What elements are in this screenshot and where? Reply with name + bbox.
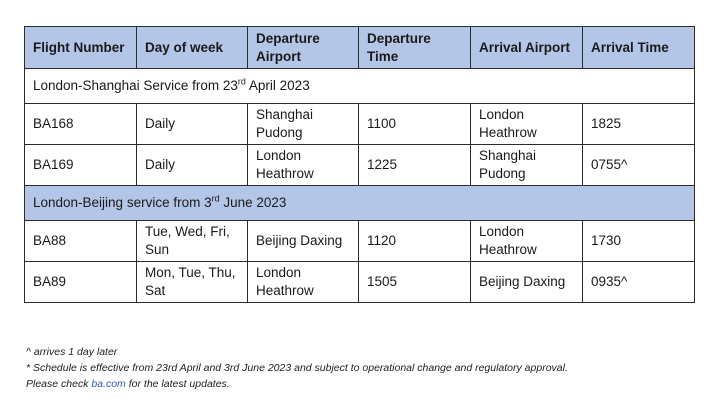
arrival-time-cell: 1825: [583, 104, 695, 145]
table-row: [25, 145, 695, 186]
header-arrival-airport: Arrival Airport: [471, 27, 583, 69]
flight-number-cell: BA88: [25, 221, 137, 262]
flight-number-cell: BA89: [25, 262, 137, 303]
header-departure-airport: Departure Airport: [248, 27, 359, 69]
arrival-footnote: ^ arrives 1 day later: [26, 346, 118, 358]
flight-schedule-table: [24, 26, 695, 303]
departure-airport-cell: Shanghai Pudong: [248, 104, 359, 145]
departure-airport-cell: London Heathrow: [248, 145, 359, 186]
table-row: [25, 262, 695, 303]
updates-prefix: Please check: [26, 378, 92, 390]
arrival-airport-cell: London Heathrow: [471, 221, 583, 262]
ba-com-link[interactable]: ba.com: [91, 378, 126, 390]
header-day-of-week: Day of week: [137, 27, 248, 69]
arrival-time-cell: 0755^: [583, 145, 695, 186]
header-departure-time: Departure Time: [359, 27, 471, 69]
header-flight-number: Flight Number: [25, 27, 137, 69]
header-arrival-time: Arrival Time: [583, 27, 695, 69]
section-row-london-beijing: [25, 186, 695, 221]
arrival-airport-cell: Shanghai Pudong: [471, 145, 583, 186]
schedule-footnote: * Schedule is effective from 23rd April and 3rd June 2023 and subject to operational change and regulatory approval.: [26, 362, 568, 374]
table-row: [25, 104, 695, 145]
footnotes: [26, 344, 706, 392]
table-row: [25, 221, 695, 262]
arrival-airport-cell: Beijing Daxing: [471, 262, 583, 303]
updates-footnote: [26, 376, 706, 392]
day-of-week-cell: Mon, Tue, Thu, Sat: [137, 262, 248, 303]
departure-time-cell: 1100: [359, 104, 471, 145]
flight-number-cell: BA169: [25, 145, 137, 186]
day-of-week-cell: Daily: [137, 145, 248, 186]
day-of-week-cell: Daily: [137, 104, 248, 145]
departure-airport-cell: London Heathrow: [248, 262, 359, 303]
arrival-time-cell: 1730: [583, 221, 695, 262]
section-title: London-Beijing service from 3rd June 2023: [25, 186, 695, 221]
updates-suffix: for the latest updates.: [125, 378, 230, 390]
flight-number-cell: BA168: [25, 104, 137, 145]
arrival-airport-cell: London Heathrow: [471, 104, 583, 145]
arrival-time-cell: 0935^: [583, 262, 695, 303]
day-of-week-cell: Tue, Wed, Fri, Sun: [137, 221, 248, 262]
departure-airport-cell: Beijing Daxing: [248, 221, 359, 262]
departure-time-cell: 1120: [359, 221, 471, 262]
departure-time-cell: 1225: [359, 145, 471, 186]
departure-time-cell: 1505: [359, 262, 471, 303]
section-title: London-Shanghai Service from 23rd April 2023: [25, 69, 695, 104]
table-header-row: [25, 27, 695, 69]
section-row-london-shanghai: [25, 69, 695, 104]
